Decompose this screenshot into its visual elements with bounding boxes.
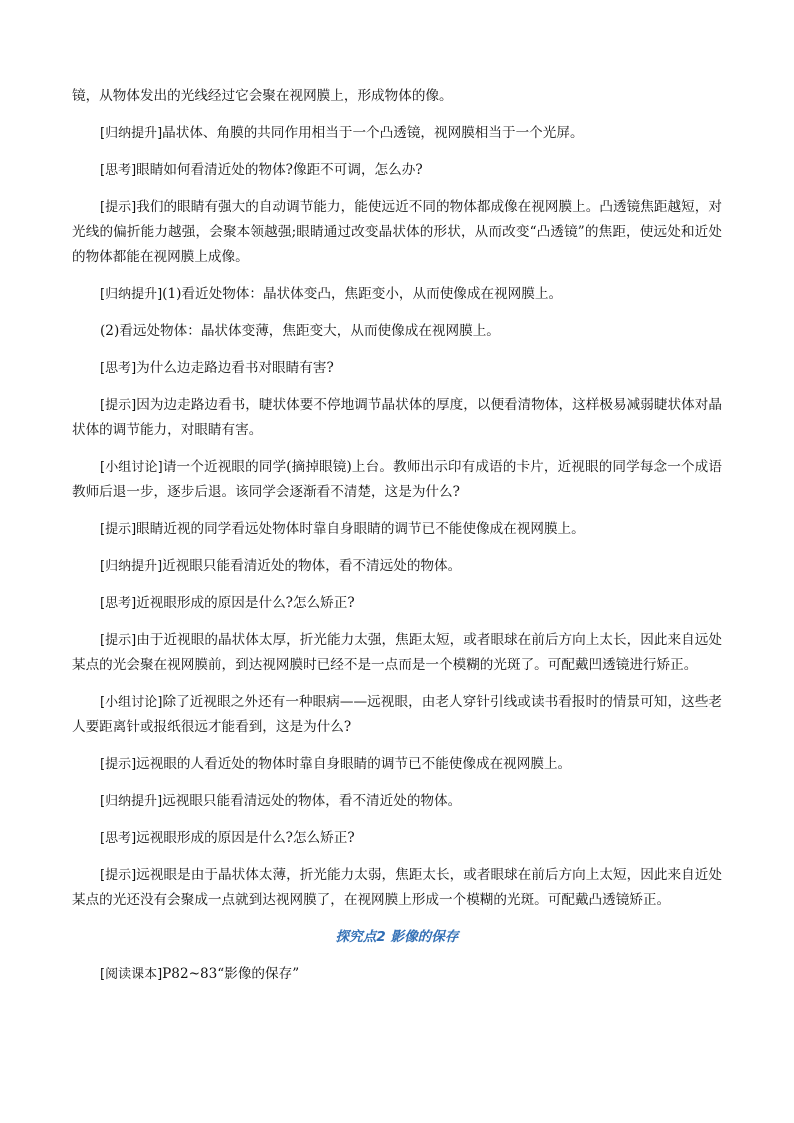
paragraph <box>72 826 722 851</box>
document-body <box>72 84 722 999</box>
paragraph-tag: [思考] <box>100 831 137 846</box>
paragraph-text: 我们的眼睛有强大的自动调节能力，能使远近不同的物体都成像在视网膜上。凸透镜焦距越短，对光线的偏折能力越强，会聚本领越强;眼睛通过改变晶状体的形状，从而改变“凸透镜”的焦距，使远处和近处的物体都能在视网膜上成像。 <box>72 199 722 265</box>
paragraph-tag: [思考] <box>100 596 137 611</box>
reading-paragraph <box>72 962 722 987</box>
paragraph-tag: [阅读课本] <box>100 967 163 982</box>
section-title: 探究点2 影像的保存 <box>335 929 459 945</box>
paragraph-tag: [归纳提升] <box>100 126 163 141</box>
paragraph-text: 眼睛近视的同学看远处物体时靠自身眼睛的调节已不能使像成在视网膜上。 <box>136 521 585 537</box>
paragraph <box>72 455 722 505</box>
paragraph-text: 镜，从物体发出的光线经过它会聚在视网膜上，形成物体的像。 <box>72 88 453 104</box>
paragraph-text: 远视眼的人看近处的物体时靠自身眼睛的调节已不能使像成在视网膜上。 <box>136 756 572 772</box>
paragraph-text: 晶状体、角膜的共同作用相当于一个凸透镜，视网膜相当于一个光屏。 <box>162 125 584 141</box>
paragraph-text: 因为边走路边看书，睫状体要不停地调节晶状体的厚度，以便看清物体，这样极易减弱睫状体对晶状体的调节能力，对眼睛有害。 <box>72 397 722 438</box>
paragraph-text: 眼睛如何看清近处的物体?像距不可调，怎么办? <box>136 162 423 178</box>
paragraph-tag: [小组讨论] <box>100 695 163 710</box>
paragraph <box>72 195 722 270</box>
paragraph-text: P82~83“影像的保存” <box>162 966 300 982</box>
paragraph-tag: [提示] <box>100 633 137 648</box>
paragraph-tag: [提示] <box>100 398 137 413</box>
paragraph <box>72 554 722 579</box>
paragraph-text: 为什么边走路边看书对眼睛有害? <box>136 360 334 376</box>
paragraph <box>72 628 722 678</box>
paragraph-tag: [提示] <box>100 868 137 883</box>
paragraph-list <box>72 84 722 913</box>
paragraph <box>72 356 722 381</box>
paragraph-text: 近视眼只能看清近处的物体，看不清远处的物体。 <box>162 558 462 574</box>
paragraph-text: 请一个近视眼的同学(摘掉眼镜)上台。教师出示印有成语的卡片，近视眼的同学每念一个成语教师后退一步，逐步后退。该同学会逐渐看不清楚，这是为什么? <box>72 459 722 500</box>
paragraph-text: 近视眼形成的原因是什么?怎么矫正? <box>136 595 355 611</box>
paragraph <box>72 84 722 109</box>
paragraph-tag: [归纳提升] <box>100 287 163 302</box>
paragraph <box>72 517 722 542</box>
paragraph <box>72 752 722 777</box>
paragraph <box>72 319 722 344</box>
paragraph-text: 远视眼只能看清远处的物体，看不清近处的物体。 <box>162 793 462 809</box>
paragraph-text: 除了近视眼之外还有一种眼病——远视眼，由老人穿针引线或读书看报时的情景可知，这些老人要距离针或报纸很远才能看到，这是为什么? <box>72 694 722 735</box>
paragraph <box>72 158 722 183</box>
paragraph-tag: [提示] <box>100 522 137 537</box>
paragraph-tag: [提示] <box>100 200 137 215</box>
paragraph <box>72 863 722 913</box>
paragraph <box>72 789 722 814</box>
paragraph <box>72 591 722 616</box>
paragraph-text: 远视眼形成的原因是什么?怎么矫正? <box>136 830 355 846</box>
paragraph-text: (2)看远处物体：晶状体变薄，焦距变大，从而使像成在视网膜上。 <box>100 323 500 339</box>
paragraph <box>72 282 722 307</box>
paragraph-tag: [提示] <box>100 757 137 772</box>
paragraph-tag: [归纳提升] <box>100 559 163 574</box>
paragraph-text: 远视眼是由于晶状体太薄，折光能力太弱，焦距太长，或者眼球在前后方向上太短，因此来自近处某点的光还没有会聚成一点就到达视网膜了，在视网膜上形成一个模糊的光斑。可配戴凸透镜矫正。 <box>72 867 722 908</box>
paragraph <box>72 690 722 740</box>
paragraph <box>72 121 722 146</box>
paragraph <box>72 393 722 443</box>
paragraph-tag: [小组讨论] <box>100 460 163 475</box>
paragraph-tag: [思考] <box>100 163 137 178</box>
paragraph-tag: [归纳提升] <box>100 794 163 809</box>
paragraph-text: 由于近视眼的晶状体太厚，折光能力太强，焦距太短，或者眼球在前后方向上太长，因此来自远处某点的光会聚在视网膜前，到达视网膜时已经不是一点而是一个模糊的光斑了。可配戴凹透镜进行矫正。 <box>72 632 722 673</box>
paragraph-tag: [思考] <box>100 361 137 376</box>
paragraph-text: (1)看近处物体：晶状体变凸，焦距变小，从而使像成在视网膜上。 <box>162 286 563 302</box>
